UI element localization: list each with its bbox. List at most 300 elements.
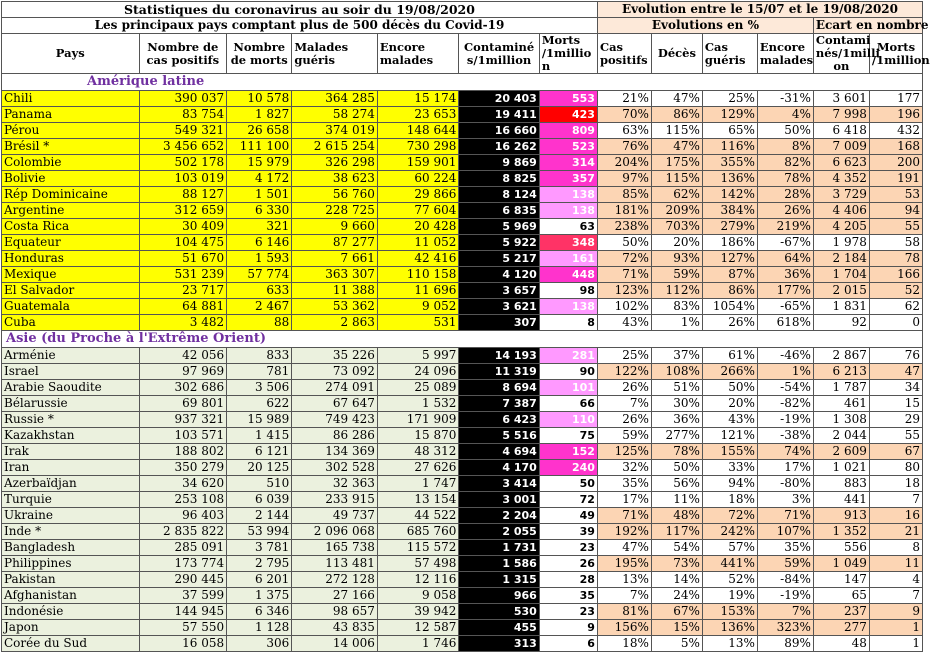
cell-morts: 20 125 xyxy=(227,460,292,476)
cell-evo-gueris: 355% xyxy=(702,155,757,171)
table-row xyxy=(2,107,923,123)
cell-evo-encore: -84% xyxy=(757,572,813,588)
cell-evo-cas: 63% xyxy=(597,123,651,139)
cell-encore: 44 522 xyxy=(377,508,458,524)
cell-evo-encore: 35% xyxy=(757,540,813,556)
cell-ecart-contamines: 2 044 xyxy=(813,428,869,444)
cell-morts: 6 330 xyxy=(227,203,292,219)
cell-evo-encore: 8% xyxy=(757,139,813,155)
cell-cas: 188 802 xyxy=(139,444,227,460)
cell-ecart-contamines: 1 308 xyxy=(813,412,869,428)
cell-gueris: 302 528 xyxy=(292,460,378,476)
cell-evo-encore: 7% xyxy=(757,604,813,620)
cell-pays: Irak xyxy=(2,444,140,460)
cell-contamines: 3 621 xyxy=(459,299,539,315)
section-header: Amérique latine xyxy=(2,74,923,91)
cell-ecart-morts: 15 xyxy=(869,396,922,412)
cell-morts-million: 66 xyxy=(539,396,597,412)
cell-evo-encore: 36% xyxy=(757,267,813,283)
cell-contamines: 5 969 xyxy=(459,219,539,235)
cell-morts: 6 039 xyxy=(227,492,292,508)
cell-gueris: 67 647 xyxy=(292,396,378,412)
cell-evo-encore: 28% xyxy=(757,187,813,203)
cell-evo-deces: 54% xyxy=(651,540,702,556)
cell-evo-gueris: 153% xyxy=(702,604,757,620)
cell-evo-deces: 209% xyxy=(651,203,702,219)
table-row xyxy=(2,348,923,364)
cell-encore: 20 428 xyxy=(377,219,458,235)
cell-contamines: 1 731 xyxy=(459,540,539,556)
table-row xyxy=(2,556,923,572)
cell-evo-cas: 204% xyxy=(597,155,651,171)
cell-evo-encore: -31% xyxy=(757,91,813,107)
table-row xyxy=(2,588,923,604)
cell-encore: 730 298 xyxy=(377,139,458,155)
table-row xyxy=(2,155,923,171)
cell-ecart-contamines: 3 601 xyxy=(813,91,869,107)
cell-cas: 69 801 xyxy=(139,396,227,412)
cell-gueris: 2 615 254 xyxy=(292,139,378,155)
cell-gueris: 73 092 xyxy=(292,364,378,380)
cell-pays: Indonésie xyxy=(2,604,140,620)
cell-evo-deces: 50% xyxy=(651,460,702,476)
cell-contamines: 7 387 xyxy=(459,396,539,412)
cell-evo-gueris: 121% xyxy=(702,428,757,444)
cell-encore: 1 747 xyxy=(377,476,458,492)
cell-evo-deces: 51% xyxy=(651,380,702,396)
cell-evo-cas: 81% xyxy=(597,604,651,620)
cell-evo-deces: 37% xyxy=(651,348,702,364)
cell-morts-million: 348 xyxy=(539,235,597,251)
cell-evo-encore: 17% xyxy=(757,460,813,476)
cell-evo-cas: 70% xyxy=(597,107,651,123)
cell-evo-encore: -82% xyxy=(757,396,813,412)
cell-evo-encore: -80% xyxy=(757,476,813,492)
cell-contamines: 14 193 xyxy=(459,348,539,364)
cell-contamines: 8 124 xyxy=(459,187,539,203)
cell-evo-encore: 71% xyxy=(757,508,813,524)
cell-evo-cas: 17% xyxy=(597,492,651,508)
cell-morts-million: 101 xyxy=(539,380,597,396)
cell-evo-gueris: 127% xyxy=(702,251,757,267)
cell-morts-million: 23 xyxy=(539,540,597,556)
cell-morts: 15 979 xyxy=(227,155,292,171)
cell-morts: 57 774 xyxy=(227,267,292,283)
cell-evo-gueris: 57% xyxy=(702,540,757,556)
table-row xyxy=(2,540,923,556)
cell-ecart-morts: 62 xyxy=(869,299,922,315)
cell-encore: 12 116 xyxy=(377,572,458,588)
cell-morts-million: 357 xyxy=(539,171,597,187)
cell-evo-cas: 7% xyxy=(597,588,651,604)
cell-morts-million: 553 xyxy=(539,91,597,107)
cell-evo-encore: 219% xyxy=(757,219,813,235)
cell-evo-deces: 67% xyxy=(651,604,702,620)
cell-contamines: 5 516 xyxy=(459,428,539,444)
table-row xyxy=(2,428,923,444)
cell-cas: 103 571 xyxy=(139,428,227,444)
cell-gueris: 49 737 xyxy=(292,508,378,524)
cell-morts: 2 144 xyxy=(227,508,292,524)
cell-contamines: 9 869 xyxy=(459,155,539,171)
cell-encore: 11 696 xyxy=(377,283,458,299)
cell-morts: 6 121 xyxy=(227,444,292,460)
cell-ecart-contamines: 6 418 xyxy=(813,123,869,139)
cell-ecart-contamines: 2 609 xyxy=(813,444,869,460)
cell-gueris: 272 128 xyxy=(292,572,378,588)
cell-encore: 25 089 xyxy=(377,380,458,396)
table-row xyxy=(2,203,923,219)
cell-evo-encore: 3% xyxy=(757,492,813,508)
cell-cas: 549 321 xyxy=(139,123,227,139)
cell-morts-million: 448 xyxy=(539,267,597,283)
cell-cas: 312 659 xyxy=(139,203,227,219)
cell-pays: Inde * xyxy=(2,524,140,540)
page-title: Statistiques du coronavirus au soir du 19/08/2020 xyxy=(2,2,598,18)
cell-ecart-morts: 4 xyxy=(869,572,922,588)
cell-gueris: 9 660 xyxy=(292,219,378,235)
cell-pays: Afghanistan xyxy=(2,588,140,604)
cell-evo-cas: 123% xyxy=(597,283,651,299)
cell-cas: 937 321 xyxy=(139,412,227,428)
cell-pays: El Salvador xyxy=(2,283,140,299)
cell-evo-deces: 117% xyxy=(651,524,702,540)
cell-morts: 622 xyxy=(227,396,292,412)
cell-cas: 302 686 xyxy=(139,380,227,396)
cell-evo-deces: 78% xyxy=(651,444,702,460)
cell-ecart-morts: 7 xyxy=(869,588,922,604)
cell-encore: 24 096 xyxy=(377,364,458,380)
cell-evo-gueris: 86% xyxy=(702,283,757,299)
cell-encore: 15 870 xyxy=(377,428,458,444)
cell-evo-cas: 26% xyxy=(597,380,651,396)
cell-evo-encore: -46% xyxy=(757,348,813,364)
cell-evo-cas: 238% xyxy=(597,219,651,235)
cell-ecart-morts: 0 xyxy=(869,315,922,331)
cell-ecart-morts: 11 xyxy=(869,556,922,572)
cell-evo-gueris: 384% xyxy=(702,203,757,219)
cell-evo-deces: 30% xyxy=(651,396,702,412)
cell-morts-million: 75 xyxy=(539,428,597,444)
cell-cas: 16 058 xyxy=(139,636,227,652)
cell-ecart-contamines: 92 xyxy=(813,315,869,331)
cell-ecart-contamines: 1 787 xyxy=(813,380,869,396)
cell-ecart-contamines: 1 831 xyxy=(813,299,869,315)
cell-evo-cas: 76% xyxy=(597,139,651,155)
cell-ecart-morts: 67 xyxy=(869,444,922,460)
cell-ecart-contamines: 1 049 xyxy=(813,556,869,572)
cell-evo-gueris: 65% xyxy=(702,123,757,139)
col-ec-morts: Morts /1million xyxy=(869,34,922,74)
cell-encore: 60 224 xyxy=(377,171,458,187)
cell-encore: 15 174 xyxy=(377,91,458,107)
cell-gueris: 165 738 xyxy=(292,540,378,556)
cell-encore: 110 158 xyxy=(377,267,458,283)
cell-morts: 6 346 xyxy=(227,604,292,620)
cell-contamines: 8 825 xyxy=(459,171,539,187)
cell-evo-gueris: 116% xyxy=(702,139,757,155)
cell-ecart-morts: 80 xyxy=(869,460,922,476)
table-row xyxy=(2,267,923,283)
cell-ecart-morts: 200 xyxy=(869,155,922,171)
table-row xyxy=(2,91,923,107)
cell-evo-cas: 72% xyxy=(597,251,651,267)
cell-ecart-contamines: 913 xyxy=(813,508,869,524)
cell-morts-million: 240 xyxy=(539,460,597,476)
cell-cas: 51 670 xyxy=(139,251,227,267)
page-subtitle: Les principaux pays comptant plus de 500 décès du Covid-19 xyxy=(2,18,598,34)
cell-evo-gueris: 1054% xyxy=(702,299,757,315)
cell-evo-encore: 74% xyxy=(757,444,813,460)
cell-ecart-morts: 29 xyxy=(869,412,922,428)
cell-ecart-contamines: 277 xyxy=(813,620,869,636)
cell-contamines: 530 xyxy=(459,604,539,620)
cell-pays: Honduras xyxy=(2,251,140,267)
cell-evo-cas: 7% xyxy=(597,396,651,412)
cell-evo-deces: 36% xyxy=(651,412,702,428)
cell-ecart-contamines: 237 xyxy=(813,604,869,620)
cell-pays: Pérou xyxy=(2,123,140,139)
cell-pays: Bolivie xyxy=(2,171,140,187)
table-row xyxy=(2,492,923,508)
cell-morts: 10 578 xyxy=(227,91,292,107)
cell-morts-million: 138 xyxy=(539,203,597,219)
cell-encore: 39 942 xyxy=(377,604,458,620)
cell-evo-gueris: 186% xyxy=(702,235,757,251)
cell-evo-encore: -65% xyxy=(757,299,813,315)
cell-evo-encore: 89% xyxy=(757,636,813,652)
cell-evo-cas: 13% xyxy=(597,572,651,588)
cell-morts-million: 90 xyxy=(539,364,597,380)
cell-cas: 83 754 xyxy=(139,107,227,123)
col-encore: Encore malades xyxy=(377,34,458,74)
cell-gueris: 7 661 xyxy=(292,251,378,267)
cell-encore: 159 901 xyxy=(377,155,458,171)
evolutions-pct-header: Evolutions en % xyxy=(597,18,813,34)
cell-evo-gueris: 136% xyxy=(702,620,757,636)
evolution-title: Evolution entre le 15/07 et le 19/08/2020 xyxy=(597,2,922,18)
cell-pays: Argentine xyxy=(2,203,140,219)
cell-ecart-morts: 196 xyxy=(869,107,922,123)
cell-cas: 253 108 xyxy=(139,492,227,508)
cell-morts: 53 994 xyxy=(227,524,292,540)
cell-morts: 510 xyxy=(227,476,292,492)
cell-encore: 29 866 xyxy=(377,187,458,203)
cell-evo-encore: 82% xyxy=(757,155,813,171)
cell-morts-million: 98 xyxy=(539,283,597,299)
cell-evo-cas: 122% xyxy=(597,364,651,380)
cell-evo-cas: 195% xyxy=(597,556,651,572)
cell-cas: 2 835 822 xyxy=(139,524,227,540)
cell-morts-million: 23 xyxy=(539,604,597,620)
cell-encore: 42 416 xyxy=(377,251,458,267)
cell-ecart-contamines: 883 xyxy=(813,476,869,492)
cell-pays: Turquie xyxy=(2,492,140,508)
cell-encore: 1 532 xyxy=(377,396,458,412)
cell-pays: Kazakhstan xyxy=(2,428,140,444)
cell-evo-gueris: 25% xyxy=(702,91,757,107)
cell-evo-encore: 107% xyxy=(757,524,813,540)
cell-encore: 5 997 xyxy=(377,348,458,364)
cell-ecart-morts: 1 xyxy=(869,620,922,636)
cell-ecart-morts: 191 xyxy=(869,171,922,187)
cell-contamines: 6 835 xyxy=(459,203,539,219)
col-pays: Pays xyxy=(2,34,140,74)
cell-ecart-morts: 168 xyxy=(869,139,922,155)
cell-ecart-contamines: 4 205 xyxy=(813,219,869,235)
cell-cas: 350 279 xyxy=(139,460,227,476)
cell-evo-deces: 86% xyxy=(651,107,702,123)
cell-morts: 111 100 xyxy=(227,139,292,155)
cell-encore: 9 052 xyxy=(377,299,458,315)
cell-morts: 306 xyxy=(227,636,292,652)
cell-morts: 1 128 xyxy=(227,620,292,636)
cell-gueris: 27 166 xyxy=(292,588,378,604)
cell-ecart-contamines: 2 184 xyxy=(813,251,869,267)
cell-evo-cas: 35% xyxy=(597,476,651,492)
cell-gueris: 38 623 xyxy=(292,171,378,187)
cell-morts-million: 110 xyxy=(539,412,597,428)
cell-encore: 171 909 xyxy=(377,412,458,428)
cell-encore: 11 052 xyxy=(377,235,458,251)
cell-morts: 1 415 xyxy=(227,428,292,444)
cell-contamines: 1 315 xyxy=(459,572,539,588)
cell-ecart-morts: 47 xyxy=(869,364,922,380)
cell-evo-deces: 112% xyxy=(651,283,702,299)
cell-ecart-contamines: 147 xyxy=(813,572,869,588)
cell-ecart-morts: 8 xyxy=(869,540,922,556)
cell-evo-gueris: 52% xyxy=(702,572,757,588)
cell-morts: 3 506 xyxy=(227,380,292,396)
cell-gueris: 2 096 068 xyxy=(292,524,378,540)
cell-contamines: 3 414 xyxy=(459,476,539,492)
col-gueris: Malades guéris xyxy=(292,34,378,74)
cell-evo-gueris: 129% xyxy=(702,107,757,123)
cell-ecart-morts: 166 xyxy=(869,267,922,283)
cell-ecart-morts: 9 xyxy=(869,604,922,620)
cell-morts: 833 xyxy=(227,348,292,364)
cell-cas: 531 239 xyxy=(139,267,227,283)
cell-encore: 9 058 xyxy=(377,588,458,604)
cell-morts: 321 xyxy=(227,219,292,235)
cell-evo-gueris: 43% xyxy=(702,412,757,428)
table-row xyxy=(2,636,923,652)
cell-ecart-contamines: 48 xyxy=(813,636,869,652)
cell-morts-million: 26 xyxy=(539,556,597,572)
cell-cas: 37 599 xyxy=(139,588,227,604)
cell-gueris: 749 423 xyxy=(292,412,378,428)
cell-ecart-contamines: 7 998 xyxy=(813,107,869,123)
cell-pays: Pakistan xyxy=(2,572,140,588)
cell-cas: 502 178 xyxy=(139,155,227,171)
cell-gueris: 233 915 xyxy=(292,492,378,508)
cell-gueris: 86 286 xyxy=(292,428,378,444)
cell-evo-cas: 50% xyxy=(597,235,651,251)
cell-morts-million: 6 xyxy=(539,636,597,652)
cell-morts: 2 795 xyxy=(227,556,292,572)
table-row xyxy=(2,604,923,620)
cell-gueris: 43 835 xyxy=(292,620,378,636)
cell-evo-deces: 93% xyxy=(651,251,702,267)
cell-evo-gueris: 18% xyxy=(702,492,757,508)
cell-cas: 285 091 xyxy=(139,540,227,556)
cell-pays: Corée du Sud xyxy=(2,636,140,652)
cell-contamines: 4 120 xyxy=(459,267,539,283)
cell-encore: 12 587 xyxy=(377,620,458,636)
cell-ecart-contamines: 461 xyxy=(813,396,869,412)
cell-evo-encore: 50% xyxy=(757,123,813,139)
table-row xyxy=(2,412,923,428)
cell-cas: 88 127 xyxy=(139,187,227,203)
cell-gueris: 326 298 xyxy=(292,155,378,171)
cell-gueris: 32 363 xyxy=(292,476,378,492)
cell-evo-cas: 125% xyxy=(597,444,651,460)
cell-gueris: 113 481 xyxy=(292,556,378,572)
cell-encore: 48 312 xyxy=(377,444,458,460)
table-row xyxy=(2,364,923,380)
cell-evo-deces: 24% xyxy=(651,588,702,604)
col-contamines: Contaminé s/1million xyxy=(459,34,539,74)
col-e-cas: Cas positifs xyxy=(597,34,651,74)
cell-ecart-morts: 55 xyxy=(869,428,922,444)
cell-morts-million: 39 xyxy=(539,524,597,540)
cell-evo-deces: 15% xyxy=(651,620,702,636)
cell-gueris: 87 277 xyxy=(292,235,378,251)
cell-morts-million: 50 xyxy=(539,476,597,492)
cell-contamines: 5 217 xyxy=(459,251,539,267)
cell-ecart-morts: 34 xyxy=(869,380,922,396)
table-row xyxy=(2,235,923,251)
cell-evo-deces: 175% xyxy=(651,155,702,171)
cell-cas: 104 475 xyxy=(139,235,227,251)
col-morts: Nombre de morts xyxy=(227,34,292,74)
cell-cas: 34 620 xyxy=(139,476,227,492)
cell-evo-deces: 277% xyxy=(651,428,702,444)
table-row xyxy=(2,620,923,636)
cell-gueris: 374 019 xyxy=(292,123,378,139)
cell-evo-cas: 25% xyxy=(597,348,651,364)
cell-evo-deces: 11% xyxy=(651,492,702,508)
cell-ecart-contamines: 556 xyxy=(813,540,869,556)
cell-contamines: 307 xyxy=(459,315,539,331)
cell-encore: 115 572 xyxy=(377,540,458,556)
cell-pays: Guatemala xyxy=(2,299,140,315)
cell-contamines: 16 660 xyxy=(459,123,539,139)
cell-evo-gueris: 33% xyxy=(702,460,757,476)
cell-cas: 42 056 xyxy=(139,348,227,364)
cell-morts-million: 8 xyxy=(539,315,597,331)
cell-morts: 6 201 xyxy=(227,572,292,588)
cell-contamines: 3 657 xyxy=(459,283,539,299)
col-morts-m: Morts /1millio n xyxy=(539,34,597,74)
cell-gueris: 56 760 xyxy=(292,187,378,203)
cell-gueris: 14 006 xyxy=(292,636,378,652)
cell-cas: 23 717 xyxy=(139,283,227,299)
cell-contamines: 8 694 xyxy=(459,380,539,396)
cell-gueris: 134 369 xyxy=(292,444,378,460)
cell-morts-million: 35 xyxy=(539,588,597,604)
cell-evo-gueris: 94% xyxy=(702,476,757,492)
cell-evo-encore: 177% xyxy=(757,283,813,299)
cell-evo-deces: 115% xyxy=(651,171,702,187)
cell-ecart-morts: 432 xyxy=(869,123,922,139)
cell-morts-million: 72 xyxy=(539,492,597,508)
cell-pays: Equateur xyxy=(2,235,140,251)
cell-ecart-morts: 55 xyxy=(869,219,922,235)
col-ec-cont: Contami nés/1milli on xyxy=(813,34,869,74)
cell-pays: Iran xyxy=(2,460,140,476)
cell-evo-cas: 59% xyxy=(597,428,651,444)
